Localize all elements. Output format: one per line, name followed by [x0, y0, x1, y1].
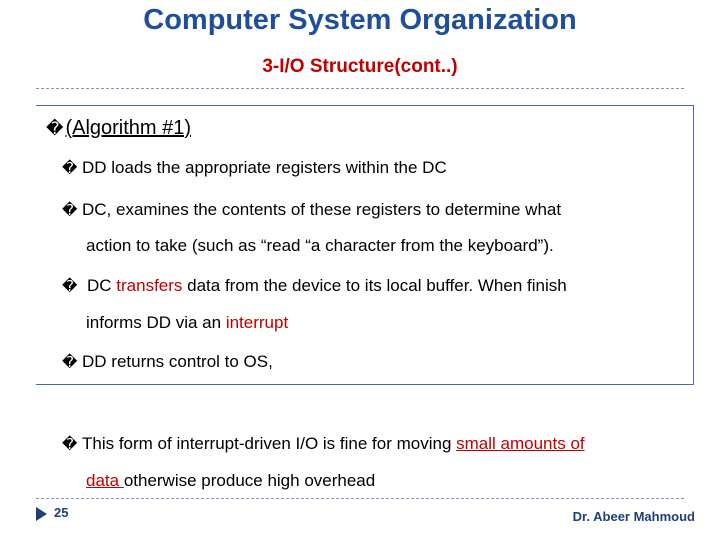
slide-subtitle: 3-I/O Structure(cont..) — [262, 56, 458, 77]
bullet-box-icon: � — [46, 119, 64, 138]
item-text: informs DD via an — [86, 313, 226, 332]
heading-text: (Algorithm #1) — [65, 117, 192, 139]
item-continuation — [86, 313, 288, 333]
author-name: Dr. Abeer Mahmoud — [572, 509, 695, 524]
bullet-box-icon: � — [62, 160, 78, 177]
item-text: DC — [87, 276, 117, 295]
list-item — [62, 434, 585, 455]
item-highlight: data — [86, 471, 124, 490]
list-item — [62, 200, 561, 221]
bullet-box-icon: � — [62, 202, 78, 219]
bullet-box-icon: � — [62, 436, 78, 453]
item-text: DD returns control to OS, — [82, 352, 273, 371]
bullet-box-icon: � — [62, 278, 78, 295]
item-text: data from the device to its local buffer. When finish — [182, 276, 567, 295]
item-highlight: transfers — [116, 276, 183, 295]
item-continuation: action to take (such as “read “a character from the keyboard”). — [86, 236, 554, 255]
item-text: DD loads the appropriate registers within the DC — [82, 158, 447, 177]
item-continuation — [86, 471, 375, 491]
item-text: DC, examines the contents of these registers to determine what — [82, 200, 562, 219]
top-divider — [36, 88, 684, 89]
item-highlight: small amounts of — [456, 434, 585, 453]
item-text: otherwise produce high overhead — [123, 471, 376, 490]
list-item — [62, 276, 567, 297]
bullet-box-icon: � — [62, 354, 78, 371]
bottom-divider — [36, 498, 684, 499]
algorithm-heading — [46, 114, 191, 143]
list-item — [62, 352, 273, 373]
page-number: 25 — [54, 505, 69, 520]
slide-title: Computer System Organization — [143, 4, 577, 36]
list-item — [62, 158, 447, 179]
item-highlight: interrupt — [225, 313, 289, 332]
item-text: This form of interrupt-driven I/O is fine for moving — [82, 434, 457, 453]
arrow-right-icon — [36, 507, 47, 521]
